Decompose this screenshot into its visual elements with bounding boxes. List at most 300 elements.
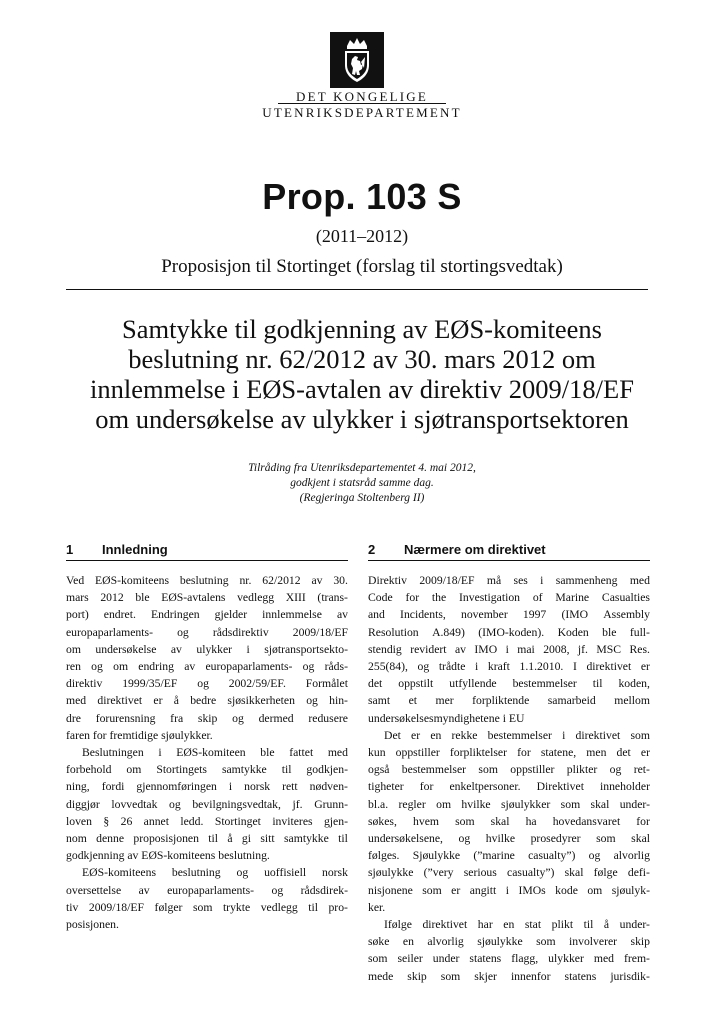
word: serious: [463, 866, 497, 880]
word: Det: [384, 728, 401, 742]
word: sjøulykke: [477, 935, 523, 949]
word: of: [532, 591, 543, 605]
text-line: [66, 778, 348, 795]
word: 26: [120, 814, 133, 828]
section-title: Nærmere om direktivet: [404, 542, 546, 557]
word: november: [460, 608, 508, 622]
proposition-type: Proposisjon til Stortinget (forslag til stortingsvedtak): [161, 256, 563, 277]
word: ses: [513, 574, 528, 587]
word: kun: [368, 746, 386, 760]
word: en: [430, 728, 442, 742]
word: som: [630, 728, 650, 742]
word: av: [170, 642, 182, 656]
word: redusere: [308, 711, 348, 725]
word: forurensning: [95, 711, 156, 725]
word: and: [368, 608, 385, 622]
word: A.849): [432, 625, 465, 639]
word: inviteres: [272, 814, 313, 828]
section-2: [368, 540, 650, 985]
word: sjøulyk-: [611, 883, 650, 897]
word: tigheter: [368, 780, 404, 794]
text-line: [368, 675, 650, 692]
text-line: [368, 572, 650, 589]
word: EØS-avtalens: [161, 591, 226, 605]
word: Direktiv: [368, 574, 407, 587]
word: og: [417, 660, 430, 674]
word: om: [113, 660, 129, 674]
word: jurisdik-: [610, 969, 650, 983]
word: rekke: [451, 728, 478, 742]
text-line: [66, 572, 348, 589]
word: ble: [135, 591, 150, 605]
word: er: [640, 746, 650, 760]
word: trykte: [222, 900, 251, 914]
word: (”marine: [473, 849, 515, 863]
word: av: [454, 642, 466, 656]
word: inneholder: [600, 780, 650, 794]
word: og: [302, 660, 315, 674]
word: ulykker: [196, 642, 233, 656]
word: en: [402, 935, 414, 949]
word: Ved: [66, 574, 85, 587]
text-line: [368, 727, 650, 744]
word: direktivet: [575, 728, 621, 742]
text-line: [368, 933, 650, 950]
word: (”very: [423, 866, 454, 880]
word: Resolution: [368, 625, 419, 639]
word: skal: [631, 832, 650, 846]
word: casualty”): [528, 849, 576, 863]
word: statens: [564, 969, 597, 983]
word: norsk: [321, 866, 348, 880]
word: Code: [368, 591, 393, 605]
text-line: [66, 675, 348, 692]
department-name-line2: UTENRIKSDEPARTEMENT: [262, 105, 462, 120]
word: skal: [490, 814, 510, 828]
word: nisjonene: [368, 883, 413, 897]
word: IMOs: [518, 883, 546, 897]
word: Sjøulykke: [412, 849, 461, 863]
word: koden,: [618, 677, 650, 691]
text-line: [368, 882, 650, 899]
text-line-content: ker.: [368, 900, 386, 914]
word: bestemmelser: [401, 763, 467, 777]
word: for: [517, 746, 531, 760]
text-line: [368, 658, 650, 675]
word: norsk: [244, 780, 271, 794]
word: oversettelse: [66, 883, 122, 897]
text-line: [66, 847, 348, 864]
text-line: [66, 830, 348, 847]
text-line: [368, 589, 650, 606]
word: og: [271, 883, 284, 897]
word: Grunn-: [314, 797, 348, 811]
text-line: [66, 744, 348, 761]
word: 2009/18/EF: [292, 625, 348, 639]
word: oppstiller: [395, 746, 440, 760]
word: full-: [629, 625, 650, 639]
word: undersøkelsene,: [368, 832, 443, 846]
word: mer: [435, 694, 454, 708]
word: og: [458, 832, 471, 846]
word: bestemmelser: [487, 728, 552, 742]
word: for: [405, 591, 420, 605]
word: oppstilt: [398, 677, 434, 691]
word: rådsdirektiv: [212, 625, 269, 639]
coat-of-arms-icon: [330, 32, 384, 88]
text-line: [66, 727, 348, 744]
proposition-number: Prop. 103 S: [262, 176, 462, 217]
title-divider: [66, 289, 648, 290]
text-line-content: godkjenning av EØS-komiteens beslutning.: [66, 849, 270, 863]
section-1: [66, 540, 348, 933]
word: prosedyrer: [530, 832, 581, 846]
word: for: [636, 814, 650, 828]
word: som: [536, 935, 556, 949]
text-line: [368, 761, 650, 778]
text-line: [368, 624, 650, 641]
text-line: [368, 847, 650, 864]
word: godkjen-: [306, 763, 348, 777]
word: hvilke: [461, 797, 491, 811]
word: kraft: [487, 660, 510, 674]
text-line: [368, 606, 650, 623]
title-line: innlemmelse i EØS-avtalen av direktiv 2009/18/EF: [90, 374, 634, 404]
word: proposisjonen: [133, 832, 199, 846]
word: alvorlig: [613, 849, 650, 863]
session-years: (2011–2012): [315, 226, 409, 246]
word: men: [586, 746, 607, 760]
word: å: [173, 694, 179, 708]
word: flagg,: [511, 952, 539, 966]
word: bestemmelser: [512, 677, 577, 691]
word: er: [411, 728, 421, 742]
word: defi-: [627, 866, 650, 880]
word: til: [592, 677, 603, 691]
section-number: 1: [66, 542, 74, 557]
word: dre: [66, 711, 81, 725]
word: sjøulykker: [500, 797, 551, 811]
recommendation-line: Tilråding fra Utenriksdepartementet 4. mai 2012,: [248, 462, 476, 474]
word: vedlegg: [237, 591, 275, 605]
word: endring: [138, 660, 174, 674]
word: stendig: [368, 642, 402, 656]
word: 255(84),: [368, 660, 408, 674]
word: mellom: [614, 694, 650, 708]
word: fordi: [101, 780, 125, 794]
word: til: [583, 918, 594, 932]
word: 30.: [333, 574, 348, 587]
text-line: [66, 589, 348, 606]
word: skjer: [474, 969, 497, 983]
word: Res.: [629, 642, 650, 656]
word: ha: [525, 814, 537, 828]
word: Formålet: [305, 677, 348, 691]
text-line: [66, 624, 348, 641]
word: skip: [197, 711, 218, 725]
word: med: [66, 694, 87, 708]
word: og: [609, 763, 622, 777]
word: Beslutningen: [82, 746, 144, 760]
word: under-: [619, 797, 650, 811]
text-line: [66, 813, 348, 830]
word: som: [596, 832, 616, 846]
word: enkeltpersoner.: [449, 780, 521, 794]
word: og: [177, 625, 189, 639]
word: med: [327, 746, 348, 760]
recommendation-line: (Regjeringa Stoltenberg II): [299, 492, 425, 504]
word: europaparlaments-: [66, 625, 153, 639]
word: EØS-komiteens: [95, 574, 170, 587]
word: §: [103, 814, 110, 828]
department-divider: [278, 103, 446, 104]
word: mai: [517, 642, 535, 656]
department-name-line1: DET KONGELIGE: [296, 89, 428, 104]
word: Endringen: [150, 608, 200, 622]
word: denne: [96, 832, 125, 846]
title-line: Samtykke til godkjenning av EØS-komiteens: [122, 314, 602, 344]
word: ledd.: [180, 814, 204, 828]
text-line-content: posisjonen.: [66, 918, 119, 932]
word: direktivet: [586, 660, 632, 674]
word: rådsdirek-: [300, 883, 348, 897]
word: casualty”): [507, 866, 555, 880]
word: har: [477, 918, 493, 932]
word: hovedansvaret: [552, 814, 621, 828]
word: kode: [555, 883, 578, 897]
word: Stortinget: [214, 814, 261, 828]
word: Incidents,: [400, 608, 446, 622]
text-line: [368, 968, 650, 985]
word: sjøsikkerheten: [227, 694, 295, 708]
word: innenfor: [510, 969, 551, 983]
word: hvem: [413, 814, 439, 828]
word: direktiv: [66, 677, 103, 691]
word: direktivet: [422, 918, 468, 932]
word: oppstiller: [510, 763, 555, 777]
word: råds-: [324, 660, 348, 674]
word: sammenheng: [555, 574, 618, 587]
word: det: [368, 677, 383, 691]
word: det: [616, 746, 631, 760]
recommendation-line: godkjent i statsråd samme dag.: [290, 477, 434, 489]
word: hin-: [329, 694, 348, 708]
word: skal: [590, 797, 610, 811]
word: følger: [154, 900, 183, 914]
word: som: [368, 952, 388, 966]
word: til: [208, 832, 219, 846]
word: (IMO-koden).: [478, 625, 545, 639]
word: utfyllende: [449, 677, 497, 691]
word: direktivet: [97, 694, 143, 708]
section-body: [66, 572, 348, 933]
word: og: [232, 711, 244, 725]
word: i: [562, 728, 566, 742]
word: skal: [564, 866, 584, 880]
text-line: [66, 692, 348, 709]
word: fra: [170, 711, 184, 725]
word: endret.: [103, 608, 136, 622]
word: i: [505, 642, 509, 656]
section-body: [368, 572, 650, 985]
text-line: [66, 641, 348, 658]
word: mars: [66, 591, 89, 605]
text-line: [368, 813, 650, 830]
word: ulykker: [548, 952, 584, 966]
word: og: [588, 849, 601, 863]
recommendation-note: [0, 461, 724, 506]
word: om: [66, 642, 81, 656]
word: 2012: [100, 591, 124, 605]
word: nødven-: [309, 780, 348, 794]
word: jf.: [292, 797, 303, 811]
word: som: [440, 969, 461, 983]
word: gi: [241, 832, 252, 846]
text-line: [368, 641, 650, 658]
word: Assembly: [603, 608, 650, 622]
word: med: [593, 952, 614, 966]
word: i: [246, 642, 250, 656]
word: mede: [368, 969, 394, 983]
section-title: Innledning: [102, 542, 168, 557]
word: samtykke: [221, 763, 267, 777]
word: en: [503, 918, 515, 932]
text-line: [66, 658, 348, 675]
word: og: [197, 677, 209, 691]
word: undersøkelse: [95, 642, 157, 656]
text-line-content: faren for fremtidige sjøulykker.: [66, 728, 213, 742]
word: dermed: [258, 711, 294, 725]
word: MSC: [596, 642, 622, 656]
word: og: [236, 866, 249, 880]
word: EØS-komiteen: [176, 746, 246, 760]
word: involverer: [569, 935, 618, 949]
word: europaparlaments-: [205, 660, 293, 674]
word: plikt: [551, 918, 574, 932]
text-line-content: undersøkelsesmyndighetene i EU: [368, 711, 525, 725]
word: Ifølge: [384, 918, 412, 932]
word: I: [572, 660, 577, 674]
word: forbehold: [66, 763, 112, 777]
word: gjennomføringen: [136, 780, 217, 794]
word: XIII: [285, 591, 306, 605]
word: lovvedtak: [111, 797, 158, 811]
word: sjøtransportsekto-: [264, 642, 348, 656]
word: diggjør: [66, 797, 100, 811]
text-line: [368, 950, 650, 967]
text-line: [66, 916, 348, 933]
word: regler: [398, 797, 426, 811]
word: forpliktende: [472, 694, 530, 708]
word: ren: [66, 660, 81, 674]
word: om: [436, 797, 452, 811]
text-line: [66, 606, 348, 623]
word: (IMO: [561, 608, 589, 622]
word: ret-: [633, 763, 650, 777]
word: sitt: [260, 832, 275, 846]
word: skip: [407, 969, 427, 983]
section-heading: [368, 540, 650, 561]
word: plikter: [566, 763, 598, 777]
word: i: [505, 883, 509, 897]
section-heading: [66, 540, 348, 561]
word: skip: [630, 935, 650, 949]
word: av: [336, 608, 348, 622]
word: loven: [66, 814, 92, 828]
word: revidert: [410, 642, 447, 656]
text-line: [66, 796, 348, 813]
word: jf.: [577, 642, 588, 656]
text-line: [368, 796, 650, 813]
word: som: [422, 883, 442, 897]
title-line: om undersøkelse av ulykker i sjøtransportsektoren: [95, 404, 629, 434]
document-title: [50, 314, 674, 434]
word: stat: [524, 918, 542, 932]
word: Investigation: [458, 591, 521, 605]
word: å: [603, 918, 610, 932]
word: nr.: [239, 574, 252, 587]
text-line: [368, 864, 650, 881]
word: 2009/18/EF: [88, 900, 145, 914]
word: Casualties: [601, 591, 650, 605]
word: Koden: [557, 625, 589, 639]
word: 62/2012: [262, 574, 301, 587]
word: angitt: [469, 883, 497, 897]
word: ble: [602, 625, 617, 639]
section-number: 2: [368, 542, 376, 557]
word: og: [169, 797, 181, 811]
word: fattet: [289, 746, 314, 760]
text-line: [368, 830, 650, 847]
text-line: [66, 864, 348, 881]
word: forpliktelser: [449, 746, 507, 760]
text-line: [368, 778, 650, 795]
word: et: [408, 694, 417, 708]
word: beslutning: [171, 866, 221, 880]
word: i: [475, 660, 479, 674]
word: pro-: [328, 900, 348, 914]
word: i: [158, 746, 162, 760]
word: 1999/35/EF: [122, 677, 178, 691]
word: samtykke: [284, 832, 329, 846]
word: bevilgningsvedtak,: [192, 797, 281, 811]
word: av: [138, 883, 150, 897]
title-line: beslutning nr. 62/2012 av 30. mars 2012 om: [128, 344, 596, 374]
word: 2002/59/EF.: [228, 677, 286, 691]
word: Stortingets: [156, 763, 207, 777]
word: til: [308, 900, 318, 914]
word: rett: [282, 780, 298, 794]
text-line: [66, 882, 348, 899]
text-line: [66, 899, 348, 916]
word: statens: [469, 952, 502, 966]
word: uoffisiell: [264, 866, 307, 880]
word: følges.: [368, 849, 400, 863]
word: i: [228, 780, 233, 794]
word: trådte: [438, 660, 466, 674]
text-line: [368, 710, 650, 727]
word: statene,: [540, 746, 577, 760]
word: også: [368, 763, 390, 777]
word: til: [281, 763, 292, 777]
word: seiler: [397, 952, 423, 966]
word: som: [192, 900, 213, 914]
word: for: [419, 780, 434, 794]
word: 1997: [522, 608, 547, 622]
word: bedre: [190, 694, 217, 708]
word: som: [560, 797, 581, 811]
word: bl.a.: [368, 797, 389, 811]
